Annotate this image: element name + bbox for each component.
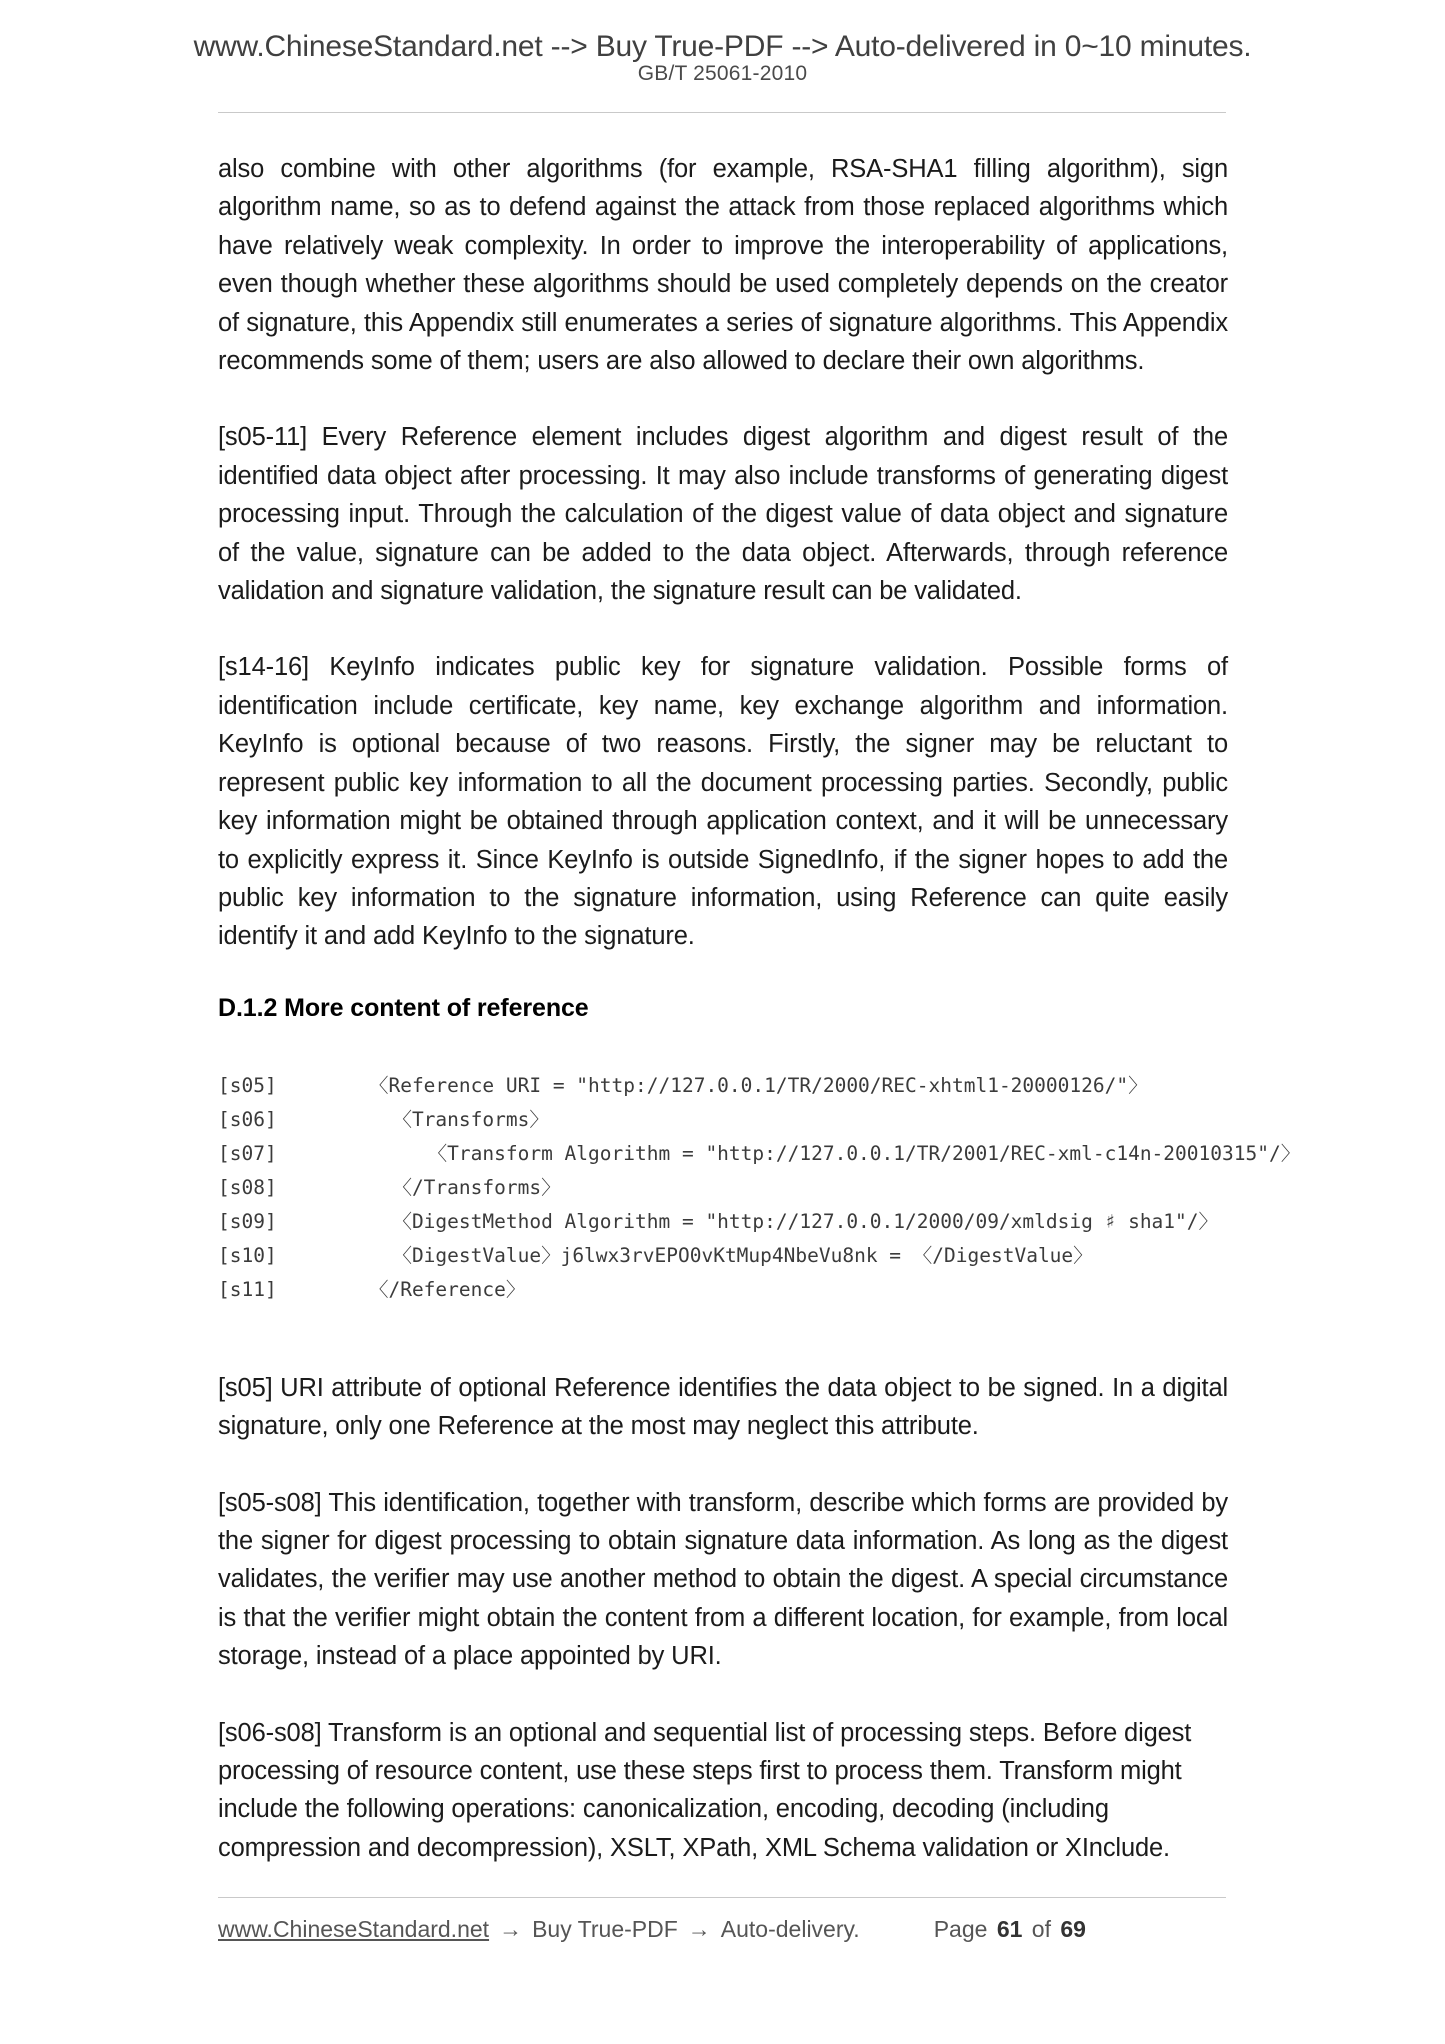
footer-promo <box>218 1916 860 1943</box>
code-line-tag: [s05] <box>218 1073 277 1097</box>
page-footer <box>218 1916 1226 1943</box>
code-line <box>218 1069 1228 1103</box>
code-line <box>218 1171 1228 1205</box>
code-line-tag: [s08] <box>218 1175 277 1199</box>
code-line-tag: [s07] <box>218 1141 277 1165</box>
page-number-indicator <box>934 1916 1089 1943</box>
paragraph-1: also combine with other algorithms (for example, RSA-SHA1 filling algorithm), sign algorithm name, so as to defend against the attack from those replaced algorithms which have relatively weak complexity. In order to improve the interoperability of applications, even though whether these algorithms should be used completely depends on the creator of signature, this Appendix still enumerates a series of signature algorithms. This Appendix recommends some of them; users are also allowed to declare their own algorithms. <box>218 155 1228 376</box>
code-line <box>218 1205 1228 1239</box>
code-line-text: 〈DigestValue〉j6lwx3rvEPO0vKtMup4NbeVu8nk = 〈/DigestValue〉 <box>322 1243 1093 1267</box>
code-line <box>218 1137 1301 1171</box>
code-line-text: 〈Transform Algorithm = "http://127.0.0.1/TR/2001/REC-xml-c14n-20010315"/〉 <box>322 1141 1301 1165</box>
code-line-tag: [s09] <box>218 1209 277 1233</box>
code-line-tag: [s11] <box>218 1277 277 1301</box>
page-label: Page <box>933 1916 988 1942</box>
code-line-tag: [s06] <box>218 1107 277 1131</box>
footer-site-link[interactable]: www.ChineseStandard.net <box>218 1916 490 1942</box>
header-divider <box>218 112 1226 113</box>
paragraph-4: [s05] URI attribute of optional Reference identifies the data object to be signed. In a digital signature, only one Reference at the most may neglect this attribute. <box>218 1373 1228 1441</box>
code-line <box>218 1239 1228 1273</box>
code-line <box>218 1103 1228 1137</box>
paragraph-5: [s05-s08] This identification, together with transform, describe which forms are provided by the signer for digest processing to obtain signature data information. As long as the digest validates, the verifier may use another method to obtain the digest. A special circumstance is that the verifier might obtain the content from a different location, for example, from local storage, instead of a place appointed by URI. <box>218 1488 1228 1671</box>
code-line-text: 〈Transforms〉 <box>322 1107 549 1131</box>
code-line-text: 〈Reference URI = "http://127.0.0.1/TR/2000/REC-xhtml1-20000126/"〉 <box>322 1073 1148 1097</box>
of-label: of <box>1031 1916 1051 1942</box>
footer-buy-label: Buy True-PDF <box>532 1916 678 1942</box>
code-line-tag: [s10] <box>218 1243 277 1267</box>
section-heading-d12: D.1.2 More content of reference <box>218 993 589 1022</box>
paragraph-6: [s06-s08] Transform is an optional and sequential list of processing steps. Before digest processing of resource content, use these steps first to process them. Transform might include the following operations: canonicalization, encoding, decoding (including compression and decompression), XSLT, XPath, XML Schema validation or XInclude. <box>218 1718 1192 1862</box>
paragraph-3: [s14-16] KeyInfo indicates public key for signature validation. Possible forms of identification include certificate, key name, key exchange algorithm and information. KeyInfo is optional because of two reasons. Firstly, the signer may be reluctant to represent public key information to all the document processing parties. Secondly, public key information might be obtained through application context, and it will be unnecessary to explicitly express it. Since KeyInfo is outside SignedInfo, if the signer hopes to add the public key information to the signature information, using Reference can quite easily identify it and add KeyInfo to the signature. <box>218 653 1228 951</box>
standard-code: GB/T 25061-2010 <box>637 62 808 85</box>
promo-banner: www.ChineseStandard.net --> Buy True-PDF --> Auto-delivered in 0~10 minutes. <box>193 30 1252 63</box>
page-content <box>218 150 1301 1905</box>
paragraph-2: [s05-11] Every Reference element includes digest algorithm and digest result of the identified data object after processing. It may also include transforms of generating digest processing input. Through the calculation of the digest value of data object and signature of the value, signature can be added to the data object. Afterwards, through reference validation and signature validation, the signature result can be validated. <box>218 423 1228 606</box>
footer-divider <box>218 1897 1226 1898</box>
footer-delivery-label: Auto-delivery. <box>720 1916 860 1942</box>
arrow-right-icon: → <box>499 1916 523 1942</box>
code-line-text: 〈/Transforms〉 <box>322 1175 561 1199</box>
arrow-right-icon: → <box>687 1916 711 1942</box>
xml-code-block <box>218 1069 1301 1307</box>
current-page-number: 61 <box>996 1916 1023 1942</box>
page-header <box>0 0 1445 85</box>
total-page-number: 69 <box>1060 1916 1086 1942</box>
code-line-text: 〈/Reference〉 <box>322 1277 526 1301</box>
code-line-text: 〈DigestMethod Algorithm = "http://127.0.0.1/2000/09/xmldsig ♯ sha1"/〉 <box>322 1209 1219 1233</box>
code-line <box>218 1273 1228 1307</box>
